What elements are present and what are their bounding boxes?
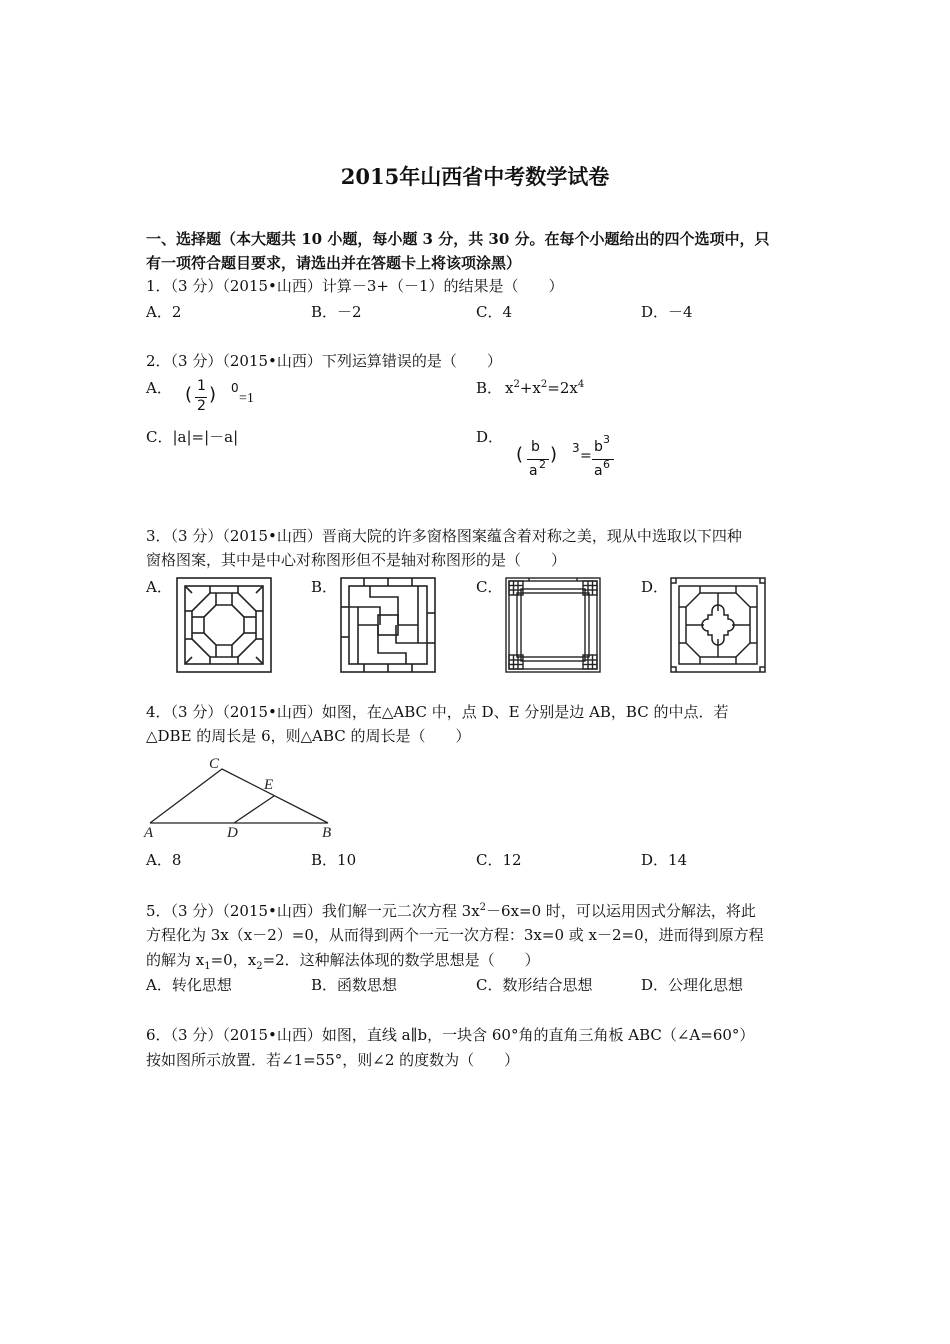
q5-stem-line1: 5．（3 分）（2015•山西）我们解一元二次方程 $3x^2-6x=0$ 时，可以运用因式分解法，将此 <box>146 902 756 920</box>
q2-stem: 2．（3 分）（2015•山西）下列运算错误的是（ ） <box>146 352 502 370</box>
q3-stem-line1: 3．（3 分）（2015•山西）晋商大院的许多窗格图案蕴含着对称之美，现从中选取以下四种 <box>146 527 742 545</box>
q2-option-d-label: D． <box>476 428 504 446</box>
q4-triangle-figure <box>140 755 340 840</box>
q5-option-b: B．函数思想 <box>311 976 398 994</box>
q1-option-c: C．4 <box>476 303 513 321</box>
q2-option-a-formula: ( 1 2 ) 0 =1 <box>185 378 254 414</box>
section-heading-line1: 一、选择题（本大题共 10 小题，每小题 3 分，共 30 分。在每个小题给出的四个选项中，只 <box>146 230 770 248</box>
q2-option-b-formula: $x^2+x^2=2x^4$ <box>505 379 585 397</box>
q2-a-exponent: 0 <box>231 381 239 395</box>
q2-a-denominator: 2 <box>197 398 206 414</box>
q5-stem-line2: 方程化为 3x（x－2）=0，从而得到两个一元一次方程：3x=0 或 x－2=0，进而得到原方程 <box>146 926 764 944</box>
q2-d-equals: = <box>580 448 592 464</box>
q2-option-d-formula: ( b a 2 ) 3 = b 3 a 6 <box>516 433 626 488</box>
q1-option-b: B．－2 <box>311 303 362 321</box>
point-label-c: C <box>209 756 220 772</box>
q3-pattern-d-figure <box>670 577 766 673</box>
q6-stem-line1: 6．（3 分）（2015•山西）如图，直线 a∥b，一块含 60°角的直角三角板 ABC（∠A=60°） <box>146 1026 755 1044</box>
q3-stem-line2: 窗格图案，其中是中心对称图形但不是轴对称图形的是（ ） <box>146 551 567 569</box>
q3-pattern-c-figure <box>505 577 601 673</box>
point-label-a: A <box>144 825 154 841</box>
q3-pattern-a-figure <box>176 577 272 673</box>
q2-d-denominator: a <box>529 463 538 479</box>
point-label-b: B <box>322 825 332 841</box>
q4-option-a: A．8 <box>146 851 182 869</box>
q2-d-rhs-numerator: b <box>594 439 603 455</box>
triangle-abc <box>150 769 328 823</box>
q5-option-a: A．转化思想 <box>146 976 232 994</box>
q5-option-d: D．公理化思想 <box>641 976 744 994</box>
q3-option-a-label: A． <box>146 578 172 596</box>
page-title: 2015年山西省中考数学试卷 <box>340 164 610 189</box>
q3-pattern-b-figure <box>340 577 436 673</box>
q2-option-b-label: B． <box>476 379 503 397</box>
q3-option-b-label: B． <box>311 578 338 596</box>
q4-stem-line1: 4．（3 分）（2015•山西）如图，在△ABC 中，点 D、E 分别是边 AB，BC 的中点．若 <box>146 703 729 721</box>
q1-stem: 1．（3 分）（2015•山西）计算－3+（－1）的结果是（ ） <box>146 277 564 295</box>
q2-option-a-label: A． <box>146 379 172 397</box>
q2-d-rhs-numerator-exponent: 3 <box>603 433 610 446</box>
q6-stem-line2: 按如图所示放置．若∠1=55°，则∠2 的度数为（ ） <box>146 1051 520 1069</box>
q2-a-rhs: =1 <box>239 391 254 406</box>
q4-option-b: B．10 <box>311 851 357 869</box>
q4-option-c: C．12 <box>476 851 522 869</box>
q5-option-c: C．数形结合思想 <box>476 976 593 994</box>
point-label-d: D <box>227 825 238 841</box>
section-heading-line2: 有一项符合题目要求，请选出并在答题卡上将该项涂黑） <box>146 254 522 272</box>
q2-d-exponent: 3 <box>572 441 580 455</box>
q3-option-c-label: C． <box>476 578 503 596</box>
point-label-e: E <box>264 777 274 793</box>
q2-d-numerator: b <box>531 439 540 455</box>
q2-a-numerator: 1 <box>197 378 206 394</box>
q1-option-d: D．－4 <box>641 303 693 321</box>
q2-d-rhs-denominator-exponent: 6 <box>603 458 610 471</box>
q5-stem-line3: 的解为 $x_1=0$，$x_2=2$．这种解法体现的数学思想是（ ） <box>146 951 540 972</box>
q2-d-rhs-denominator: a <box>594 463 603 479</box>
q1-option-a: A．2 <box>146 303 182 321</box>
q2-d-denominator-exponent: 2 <box>539 458 546 471</box>
q4-stem-line2: △DBE 的周长是 6，则△ABC 的周长是（ ） <box>146 727 471 745</box>
q2-option-c: C．|a|=|－a| <box>146 428 239 446</box>
q4-option-d: D．14 <box>641 851 688 869</box>
q3-option-d-label: D． <box>641 578 669 596</box>
segment-de <box>234 796 274 823</box>
